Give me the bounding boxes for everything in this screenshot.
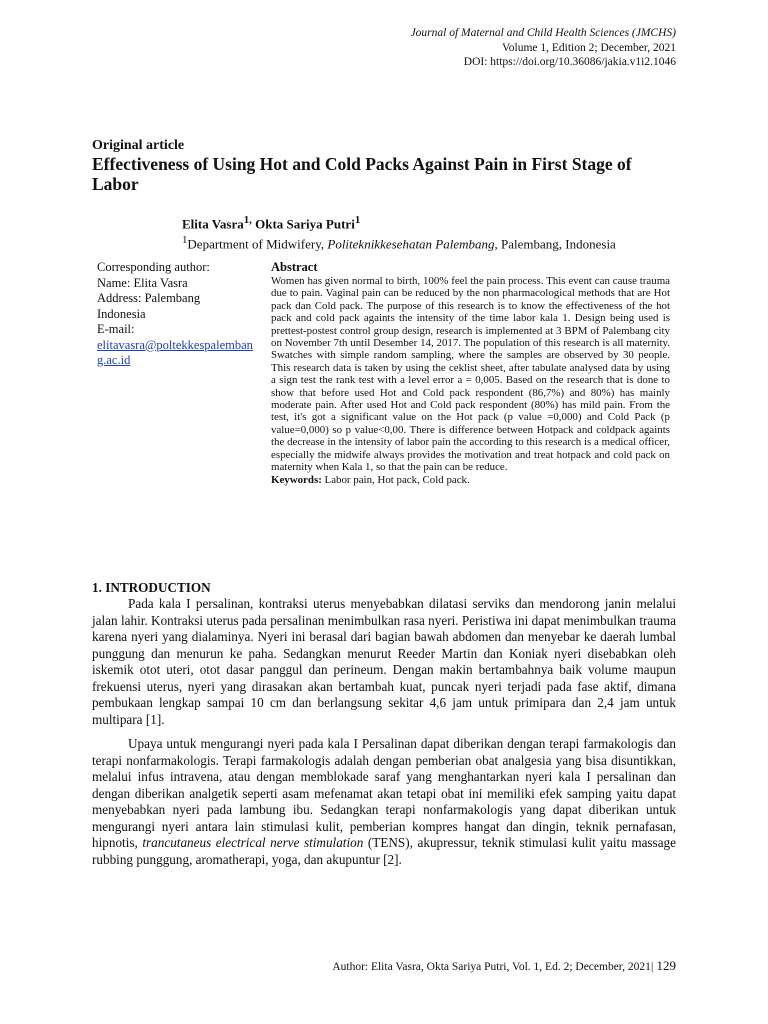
author-block	[182, 212, 616, 253]
author-names	[182, 212, 616, 232]
abstract-text: Women has given normal to birth, 100% feel the pain process. This event can cause trauma due to pain. Vaginal pain can be reduced by the non pharmacological methods that are Hot pack dan Cold pack. The purpose of this research is to know the effectiveness of the hot pack and cold pack againts the intensity of the time labor kala 1. Design being used is prettest-postest control group design, research is implemented at 3 BPM of Palembang city on November 7th until Desember 14, 2017. The population of this research is all maternity. Swatches with simple random sampling, where the samples are observed by 30 people. This research data is taken by using the ceklist sheet, after tabulate analysed data by using a sign test the rank test with a level error a = 0,005. Based on the research that is done to show that before used Hot and Cold pack respondent (86,7%) and 80%) has mainly moderate pain. After used Hot and Cold pack respondent (80%) has mild pain. From the test, it's got a significant value on the Hot pack (p value =0,000) and Cold Pack (p value=0,000) so p value<0,00. There is difference between Hotpack and coldpack againts the decrease in the intensity of labor pain the according to this research is a medical officer, especially the midwife always provides the motivation and treat hotpack and cold pack on maternity when Kala 1, so that the pain can be reduce.	[271, 275, 670, 474]
paragraph-2-start: Upaya untuk mengurangi nyeri pada kala I Persalinan dapat diberikan dengan terapi farmakologis dan terapi nonfarmakologis. Terapi farmakologis adalah dengan pemberian obat analgesia yang bisa disuntikkan, melalui infus intravena, atau dengan memblokade saraf yang menghantarkan nyeri kala I persalinan dan dengan diberikan analgetik seperti asam mefenamat akan tetapi obat ini memiliki efek samping yaitu dapat menyebabkan nyeri pada lambung ibu. Sedangkan terapi nonfarmakologis yang dapat diberikan untuk mengurangi nyeri antara lain stimulasi kulit, pemberian kompres hangat dan dingin, teknik pernafasan, hipnotis,	[92, 736, 676, 850]
corresponding-email-link[interactable]: elitavasra@poltekkespalembang.ac.id	[97, 337, 253, 367]
introduction-heading: 1. INTRODUCTION	[92, 580, 211, 595]
author-second: Okta Sariya Putri	[251, 216, 355, 232]
article-type: Original article	[92, 138, 185, 153]
journal-name: Journal of Maternal and Child Health Sciences (JMCHS)	[410, 27, 676, 39]
keywords	[271, 474, 670, 486]
journal-header	[411, 26, 676, 70]
footer-text: Author: Elita Vasra, Okta Sariya Putri, Vol. 1, Ed. 2; December, 2021	[332, 961, 651, 973]
paragraph-2-italic-term: trancutaneus electrical nerve stimulation	[142, 835, 364, 850]
author-affiliation	[182, 232, 616, 252]
affil-institution: Politeknikkesehatan Palembang	[327, 236, 495, 252]
corresponding-name: Name: Elita Vasra	[97, 275, 188, 290]
affil-city: , Palembang, Indonesia	[494, 236, 616, 252]
journal-doi[interactable]: DOI: https://doi.org/10.36086/jakia.v1i2.1046	[463, 56, 676, 68]
corresponding-author	[97, 260, 262, 369]
abstract-heading: Abstract	[271, 260, 318, 274]
page-footer	[332, 958, 676, 974]
author-first-sup: 1,	[243, 214, 252, 226]
affil-sup: 1	[182, 234, 188, 247]
corresponding-email-label: E-mail:	[97, 322, 135, 336]
journal-volume: Volume 1, Edition 2; December, 2021	[501, 41, 676, 54]
keywords-label: Keywords:	[271, 473, 322, 486]
corresponding-address-country: Indonesia	[97, 306, 146, 321]
page-number: 129	[653, 958, 676, 973]
article-title: Effectiveness of Using Hot and Cold Packs Against Pain in First Stage of Labor	[92, 154, 632, 194]
corresponding-address: Address: Palembang	[97, 291, 201, 305]
introduction-section	[92, 580, 676, 868]
abstract	[271, 260, 670, 486]
author-first: Elita Vasra	[182, 216, 244, 232]
affil-dept: Department of Midwifery,	[187, 236, 328, 252]
introduction-paragraph-2	[92, 736, 676, 868]
author-second-sup: 1	[354, 214, 361, 226]
keywords-list: Labor pain, Hot pack, Cold pack.	[321, 473, 470, 486]
corresponding-label: Corresponding author:	[97, 260, 210, 274]
footer-separator: |	[650, 961, 654, 973]
introduction-paragraph-1: Pada kala I persalinan, kontraksi uterus menyebabkan dilatasi serviks dan mendorong janin melalui jalan lahir. Kontraksi uterus pada persalinan menimbulkan rasa nyeri. Peristiwa ini dapat menimbulkan trauma karena nyeri yang dialaminya. Nyeri ini berasal dari bagian bawah abdomen dan menyebar ke daerah lumbal punggung dan menurun ke paha. Sedangkan menurut Reeder Martin dan Koniak nyeri disebabkan oleh iskemik otot uteri, otot dasar panggul dan perineum. Dengan makin bertambahnya baik volume maupun frekuensi uterus, nyeri yang dirasakan akan bertambah kuat, puncak nyeri terjadi pada fase aktif, dimana pembukaan lengkap sampai 10 cm dan berlangsung sekitar 4,6 jam untuk primipara dan 2,4 jam untuk multipara [1].	[92, 596, 676, 727]
paragraph-2-end: (TENS), akupressur, teknik stimulasi kulit yaitu massage rubbing punggung, aromatherapi, yoga, dan akupuntur [2].	[92, 835, 676, 867]
